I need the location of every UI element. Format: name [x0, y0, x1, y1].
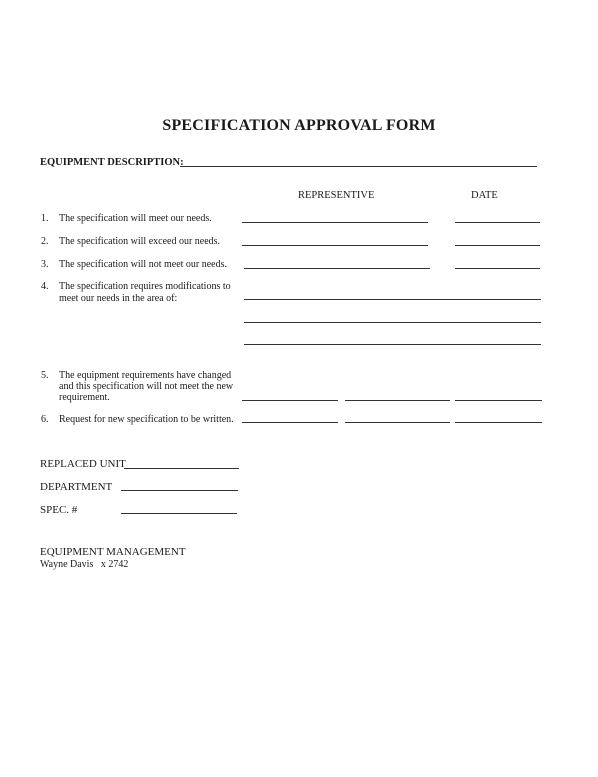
- spec-number-field[interactable]: [121, 513, 237, 514]
- representative-header: REPRESENTIVE: [298, 190, 375, 201]
- item-2-number: 2.: [41, 236, 49, 247]
- item-4-text-line-2: meet our needs in the area of:: [59, 293, 178, 304]
- item-5-text-line-3: requirement.: [59, 392, 110, 403]
- equipment-description-label: EQUIPMENT DESCRIPTION:: [40, 157, 184, 168]
- replaced-unit-label: REPLACED UNIT: [40, 458, 126, 470]
- item-4-number: 4.: [41, 281, 49, 292]
- item-3-date-field[interactable]: [455, 268, 540, 269]
- item-3-number: 3.: [41, 259, 49, 270]
- form-title: SPECIFICATION APPROVAL FORM: [162, 117, 436, 134]
- item-1-text: The specification will meet our needs.: [59, 213, 212, 224]
- item-4-modification-line-3[interactable]: [244, 344, 541, 345]
- item-5-text-line-2: and this specification will not meet the new: [59, 381, 234, 392]
- item-6-field-2[interactable]: [345, 422, 450, 423]
- item-5-date-field[interactable]: [455, 400, 542, 401]
- item-3-text: The specification will not meet our needs.: [59, 259, 228, 270]
- item-5-text-line-1: The equipment requirements have changed: [59, 370, 232, 381]
- item-5-field-2[interactable]: [345, 400, 450, 401]
- item-6-date-field[interactable]: [455, 422, 542, 423]
- item-2-date-field[interactable]: [455, 245, 540, 246]
- item-4-text-line-1: The specification requires modifications to: [59, 281, 231, 292]
- item-5-number: 5.: [41, 370, 49, 381]
- item-6-field-1[interactable]: [242, 422, 338, 423]
- item-5-field-1[interactable]: [242, 400, 338, 401]
- item-1-date-field[interactable]: [455, 222, 540, 223]
- equipment-description-field[interactable]: [180, 166, 537, 167]
- item-1-number: 1.: [41, 213, 49, 224]
- item-3-representative-field[interactable]: [244, 268, 430, 269]
- item-6-number: 6.: [41, 414, 49, 425]
- department-field[interactable]: [121, 490, 238, 491]
- item-2-text: The specification will exceed our needs.: [59, 236, 221, 247]
- item-4-modification-line-1[interactable]: [244, 299, 541, 300]
- item-6-text: Request for new specification to be written.: [59, 414, 234, 425]
- footer-contact: Wayne Davis x 2742: [40, 559, 129, 570]
- replaced-unit-field[interactable]: [124, 468, 239, 469]
- item-2-representative-field[interactable]: [242, 245, 428, 246]
- department-label: DEPARTMENT: [40, 481, 113, 493]
- item-1-representative-field[interactable]: [242, 222, 428, 223]
- spec-number-label: SPEC. #: [40, 504, 78, 516]
- date-header: DATE: [471, 190, 498, 201]
- footer-organization: EQUIPMENT MANAGEMENT: [40, 546, 186, 558]
- item-4-modification-line-2[interactable]: [244, 322, 541, 323]
